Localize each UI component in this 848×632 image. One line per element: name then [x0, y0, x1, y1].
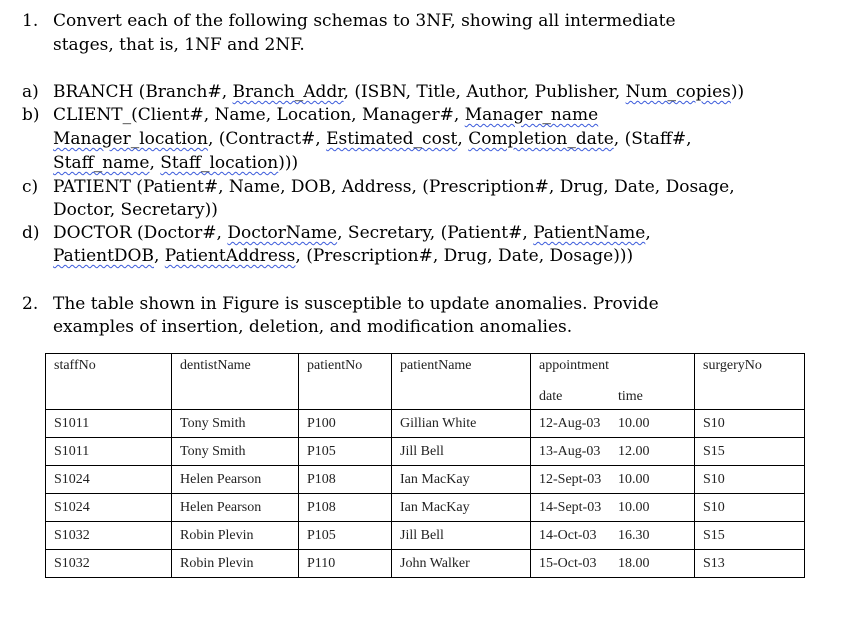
item-a-part-1: BRANCH (Branch#, — [53, 82, 233, 102]
cell-date: 13-Aug-03 — [539, 443, 601, 459]
question-2-line-1: The table shown in Figure is susceptible to update anomalies. Provide — [53, 294, 659, 314]
item-b-l2-part-3: , (Staff#, — [613, 129, 692, 149]
item-b-l2-part-1: , (Contract#, — [207, 129, 327, 149]
cell-surgeryno: S10 — [695, 494, 805, 522]
cell-patientname: Jill Bell — [392, 438, 531, 466]
cell-appointment — [531, 522, 695, 550]
header-date-time — [531, 385, 695, 410]
cell-surgeryno: S15 — [695, 438, 805, 466]
cell-patientno: P108 — [299, 494, 392, 522]
cell-patientno: P105 — [299, 438, 392, 466]
cell-date: 12-Aug-03 — [539, 415, 601, 431]
item-c-line-2: Doctor, Secretary)) — [53, 200, 218, 220]
cell-appointment — [531, 438, 695, 466]
cell-appointment — [531, 410, 695, 438]
question-2-line-2: examples of insertion, deletion, and modification anomalies. — [53, 317, 573, 337]
item-b-l2-flagged-2: Estimated_cost — [326, 129, 458, 149]
item-c-label: c) — [22, 177, 39, 197]
appointment-table — [45, 353, 805, 578]
item-b-l3-flagged-1: Staff_name — [53, 153, 150, 173]
item-d-l1-part-2: , Secretary, (Patient#, — [337, 223, 534, 243]
cell-patientno: P108 — [299, 466, 392, 494]
item-d-l2-flagged-2: PatientAddress — [164, 246, 296, 266]
question-1-number: 1. — [22, 11, 39, 31]
cell-time: 18.00 — [618, 555, 650, 571]
item-b-l1-flagged-1: Manager_name — [464, 105, 599, 125]
cell-surgeryno: S13 — [695, 550, 805, 578]
cell-patientname: Gillian White — [392, 410, 531, 438]
cell-appointment — [531, 550, 695, 578]
cell-staffno: S1032 — [46, 550, 172, 578]
table-row — [46, 550, 805, 578]
item-b-l3-part-1: , — [149, 153, 161, 173]
cell-dentistname: Robin Plevin — [172, 550, 299, 578]
item-d-l1-part-1: DOCTOR (Doctor#, — [53, 223, 228, 243]
header-appointment: appointment — [531, 354, 695, 386]
cell-patientname: Jill Bell — [392, 522, 531, 550]
cell-dentistname: Helen Pearson — [172, 466, 299, 494]
item-a-label: a) — [22, 82, 39, 102]
item-a-text — [53, 82, 744, 102]
table-row — [46, 466, 805, 494]
cell-dentistname: Tony Smith — [172, 410, 299, 438]
item-d-l1-flagged-2: PatientName — [533, 223, 646, 243]
header-dentistname: dentistName — [172, 354, 299, 410]
item-a-flagged-2: Num_copies — [625, 82, 731, 102]
item-b-l2-part-2: , — [457, 129, 469, 149]
cell-appointment — [531, 466, 695, 494]
item-d-label: d) — [22, 223, 40, 243]
item-d-l2-part-2: , (Prescription#, Drug, Date, Dosage))) — [295, 246, 634, 266]
item-b-l2-flagged-3: Completion_date — [468, 129, 614, 149]
item-b-l3-flagged-2: Staff_location — [160, 153, 279, 173]
cell-time: 10.00 — [618, 471, 650, 487]
cell-patientno: P100 — [299, 410, 392, 438]
item-b-l3-part-2: ))) — [278, 153, 299, 173]
cell-patientno: P105 — [299, 522, 392, 550]
cell-surgeryno: S10 — [695, 410, 805, 438]
table-row — [46, 494, 805, 522]
cell-time: 12.00 — [618, 443, 650, 459]
item-b-l1-part-1: CLIENT_(Client#, Name, Location, Manager#, — [53, 105, 465, 125]
item-d-line-2 — [53, 246, 633, 266]
item-d-l1-part-3: , — [645, 223, 651, 243]
table-row — [46, 438, 805, 466]
cell-time: 16.30 — [618, 527, 650, 543]
item-b-line-2 — [53, 129, 692, 149]
cell-date: 14-Sept-03 — [539, 499, 602, 515]
table-header-row — [46, 354, 805, 386]
cell-date: 15-Oct-03 — [539, 555, 597, 571]
cell-staffno: S1032 — [46, 522, 172, 550]
question-2-number: 2. — [22, 294, 39, 314]
cell-dentistname: Tony Smith — [172, 438, 299, 466]
table-row — [46, 522, 805, 550]
cell-appointment — [531, 494, 695, 522]
item-a-part-3: )) — [730, 82, 745, 102]
cell-surgeryno: S10 — [695, 466, 805, 494]
cell-time: 10.00 — [618, 499, 650, 515]
table-row — [46, 410, 805, 438]
item-d-l2-part-1: , — [153, 246, 165, 266]
item-d-l1-flagged-1: DoctorName — [227, 223, 338, 243]
header-patientname: patientName — [392, 354, 531, 410]
cell-surgeryno: S15 — [695, 522, 805, 550]
cell-date: 14-Oct-03 — [539, 527, 597, 543]
cell-staffno: S1011 — [46, 410, 172, 438]
cell-staffno: S1024 — [46, 494, 172, 522]
item-c-line-1: PATIENT (Patient#, Name, DOB, Address, (Prescription#, Drug, Date, Dosage, — [53, 177, 735, 197]
header-date: date — [539, 389, 563, 404]
question-1-line-1: Convert each of the following schemas to 3NF, showing all intermediate — [53, 11, 676, 31]
header-time: time — [618, 389, 643, 404]
cell-patientno: P110 — [299, 550, 392, 578]
item-b-label: b) — [22, 105, 40, 125]
cell-dentistname: Robin Plevin — [172, 522, 299, 550]
cell-staffno: S1011 — [46, 438, 172, 466]
cell-date: 12-Sept-03 — [539, 471, 602, 487]
item-b-line-3 — [53, 153, 298, 173]
header-surgeryno: surgeryNo — [695, 354, 805, 410]
item-b-l2-flagged-1: Manager_location — [53, 129, 208, 149]
item-a-part-2: , (ISBN, Title, Author, Publisher, — [343, 82, 626, 102]
question-1-line-2: stages, that is, 1NF and 2NF. — [53, 35, 305, 55]
item-d-line-1 — [53, 223, 651, 243]
header-staffno: staffNo — [46, 354, 172, 410]
cell-patientname: Ian MacKay — [392, 494, 531, 522]
item-a-flagged-1: Branch_Addr — [232, 82, 344, 102]
cell-staffno: S1024 — [46, 466, 172, 494]
cell-patientname: Ian MacKay — [392, 466, 531, 494]
header-patientno: patientNo — [299, 354, 392, 410]
cell-patientname: John Walker — [392, 550, 531, 578]
table-body — [46, 410, 805, 578]
item-d-l2-flagged-1: PatientDOB — [53, 246, 154, 266]
cell-dentistname: Helen Pearson — [172, 494, 299, 522]
item-b-line-1 — [53, 105, 598, 125]
cell-time: 10.00 — [618, 415, 650, 431]
